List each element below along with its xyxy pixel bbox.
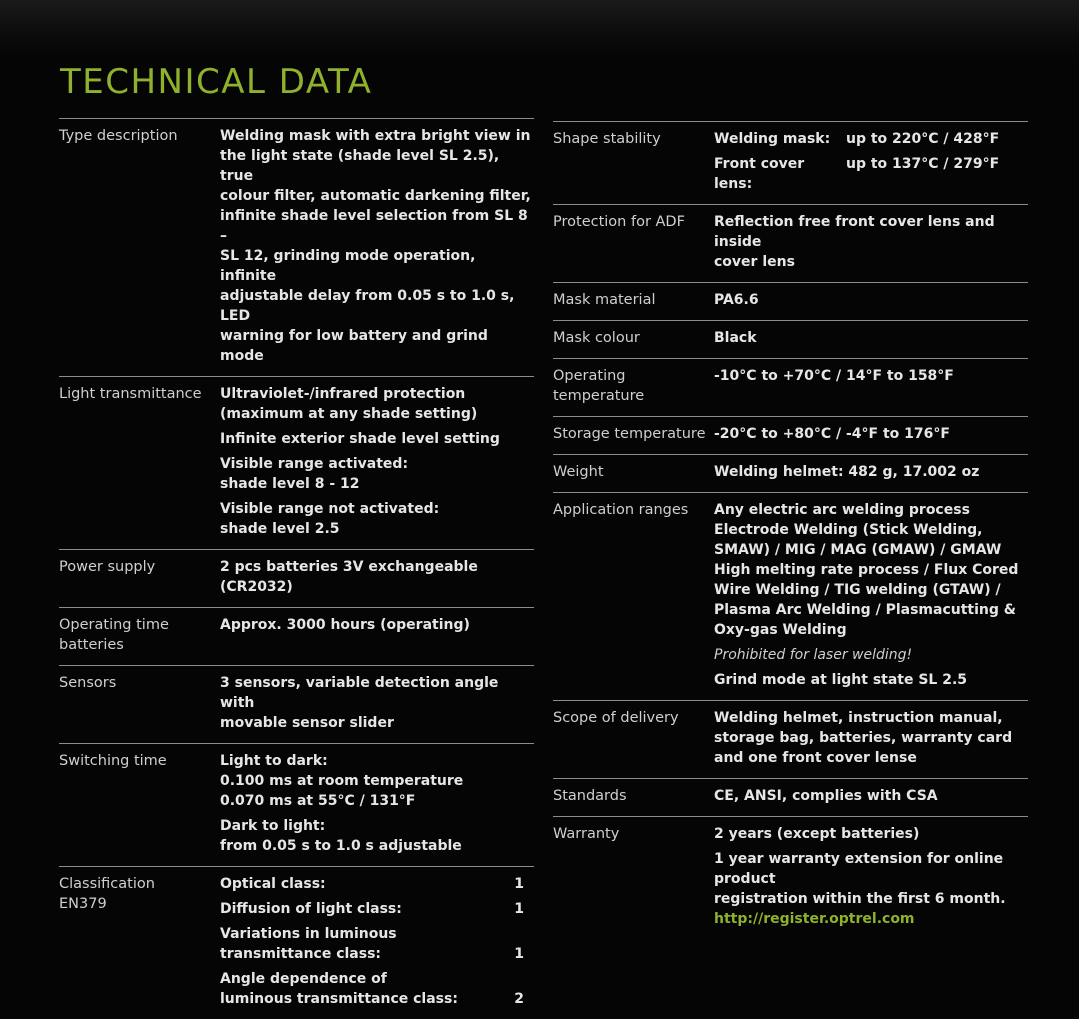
value-line: and one front cover lense xyxy=(714,750,917,766)
classification-value: 1 xyxy=(514,901,524,917)
row-warranty xyxy=(553,816,1028,939)
value-line: 3 sensors, variable detection angle with xyxy=(220,675,499,711)
value-storage-temperature: -20°C to +80°C / -4°F to 176°F xyxy=(714,426,950,442)
left-spec-column xyxy=(59,118,534,1019)
row-application-ranges xyxy=(553,492,1028,700)
value-line: Reflection free front cover lens and inside xyxy=(714,214,995,250)
grind-mode-note: Grind mode at light state SL 2.5 xyxy=(714,672,968,688)
classification-item xyxy=(220,969,534,1009)
value-shape-stability xyxy=(714,129,1028,194)
row-switching-time xyxy=(59,743,534,866)
value-line: warning for low battery and grind mode xyxy=(220,328,488,364)
value-line: storage bag, batteries, warranty card xyxy=(714,730,1013,746)
value-line: Ultraviolet-/infrared protection xyxy=(220,386,466,402)
value-line: 0.100 ms at room temperature xyxy=(220,773,464,789)
value-block xyxy=(714,500,1028,640)
value-line: adjustable delay from 0.05 s to 1.0 s, LED xyxy=(220,288,515,324)
classification-key: Optical class: xyxy=(220,876,326,892)
label-line: batteries xyxy=(59,637,124,653)
value-block xyxy=(220,384,534,424)
value-line: 2 pcs batteries 3V exchangeable xyxy=(220,559,478,575)
value-line: Light to dark: xyxy=(220,753,328,769)
label-line: EN379 xyxy=(59,896,107,912)
classification-value: 1 xyxy=(514,946,524,962)
value-standards: CE, ANSI, complies with CSA xyxy=(714,788,938,804)
row-weight xyxy=(553,454,1028,492)
row-scope-of-delivery xyxy=(553,700,1028,778)
label-sensors: Sensors xyxy=(59,675,117,691)
value-line: Oxy-gas Welding xyxy=(714,622,847,638)
value-operating-temperature: -10°C to +70°C / 14°F to 158°F xyxy=(714,368,954,384)
row-classification xyxy=(59,866,534,1019)
value-weight: Welding helmet: 482 g, 17.002 oz xyxy=(714,464,980,480)
label-operating-temperature xyxy=(553,366,714,406)
value-line: Welding helmet, instruction manual, xyxy=(714,710,1003,726)
value-scope-of-delivery xyxy=(714,708,1028,768)
classification-key: Diffusion of light class: xyxy=(220,901,402,917)
classification-key xyxy=(220,924,508,964)
row-protection-adf xyxy=(553,204,1028,282)
value-mask-material: PA6.6 xyxy=(714,292,759,308)
label-application-ranges: Application ranges xyxy=(553,502,689,518)
value-application-ranges xyxy=(714,500,1028,690)
classification-item xyxy=(220,899,534,919)
value-block: Infinite exterior shade level setting xyxy=(220,431,500,447)
right-spec-column xyxy=(553,121,1028,939)
label-storage-temperature: Storage temperature xyxy=(553,426,706,442)
value-block xyxy=(220,816,534,856)
value-line: infinite shade level selection from SL 8 – xyxy=(220,208,528,244)
row-operating-temperature xyxy=(553,358,1028,416)
value-line: Angle dependence of xyxy=(220,971,387,987)
value-line: Plasma Arc Welding / Plasmacutting & xyxy=(714,602,1016,618)
label-type-description: Type description xyxy=(59,128,178,144)
value-line: movable sensor slider xyxy=(220,715,394,731)
shape-line xyxy=(714,154,1028,194)
label-shape-stability: Shape stability xyxy=(553,131,661,147)
classification-key xyxy=(220,969,508,1009)
value-line: Visible range not activated: xyxy=(220,501,440,517)
label-mask-colour: Mask colour xyxy=(553,330,640,346)
value-line: (maximum at any shade setting) xyxy=(220,406,478,422)
shape-key: Front cover lens: xyxy=(714,156,805,192)
page-title: TECHNICAL DATA xyxy=(60,62,373,102)
value-line: Electrode Welding (Stick Welding, xyxy=(714,522,983,538)
row-light-transmittance xyxy=(59,376,534,549)
label-standards: Standards xyxy=(553,788,627,804)
label-protection-adf: Protection for ADF xyxy=(553,214,685,230)
value-line: the light state (shade level SL 2.5), true xyxy=(220,148,500,184)
value-line: colour filter, automatic darkening filter, xyxy=(220,188,531,204)
label-warranty: Warranty xyxy=(553,826,620,842)
laser-warning-note: Prohibited for laser welding! xyxy=(714,647,913,663)
row-sensors xyxy=(59,665,534,743)
row-storage-temperature xyxy=(553,416,1028,454)
value-line: High melting rate process / Flux Cored xyxy=(714,562,1019,578)
label-classification xyxy=(59,874,220,1009)
value-line: transmittance class: xyxy=(220,946,382,962)
value-line: Variations in luminous xyxy=(220,926,397,942)
value-line: Dark to light: xyxy=(220,818,326,834)
label-switching-time: Switching time xyxy=(59,753,167,769)
value-sensors xyxy=(220,673,534,733)
value-line: shade level 2.5 xyxy=(220,521,340,537)
classification-value: 1 xyxy=(514,876,524,892)
header-background xyxy=(0,0,1079,60)
value-line: Visible range activated: xyxy=(220,456,409,472)
value-block xyxy=(220,751,534,811)
value-line: 0.070 ms at 55°C / 131°F xyxy=(220,793,416,809)
label-line: Classification xyxy=(59,876,155,892)
label-power-supply: Power supply xyxy=(59,559,156,575)
value-light-transmittance xyxy=(220,384,534,539)
value-power-supply xyxy=(220,557,534,597)
label-line: Operating xyxy=(553,368,626,384)
row-operating-time xyxy=(59,607,534,665)
value-line: cover lens xyxy=(714,254,795,270)
value-line: Any electric arc welding process xyxy=(714,502,970,518)
value-type-description xyxy=(220,126,534,366)
shape-value: up to 220°C / 428°F xyxy=(846,131,1000,147)
label-mask-material: Mask material xyxy=(553,292,656,308)
warranty-period: 2 years (except batteries) xyxy=(714,826,920,842)
registration-link[interactable]: http://register.optrel.com xyxy=(714,911,915,927)
row-mask-material xyxy=(553,282,1028,320)
value-line: from 0.05 s to 1.0 s adjustable xyxy=(220,838,462,854)
value-line: Welding mask with extra bright view in xyxy=(220,128,531,144)
label-line: temperature xyxy=(553,388,645,404)
value-line: SMAW) / MIG / MAG (GMAW) / GMAW xyxy=(714,542,1002,558)
value-line: registration within the first 6 month. xyxy=(714,891,1006,907)
label-light-transmittance: Light transmittance xyxy=(59,386,202,402)
value-operating-time: Approx. 3000 hours (operating) xyxy=(220,617,470,633)
value-mask-colour: Black xyxy=(714,330,757,346)
shape-key: Welding mask: xyxy=(714,131,831,147)
classification-item xyxy=(220,924,534,964)
value-line: shade level 8 - 12 xyxy=(220,476,360,492)
value-block xyxy=(714,849,1028,929)
value-block xyxy=(220,499,534,539)
row-shape-stability xyxy=(553,121,1028,204)
shape-line xyxy=(714,129,1028,149)
value-warranty xyxy=(714,824,1028,929)
value-line: luminous transmittance class: xyxy=(220,991,458,1007)
value-line: (CR2032) xyxy=(220,579,293,595)
value-classification xyxy=(220,874,534,1009)
row-mask-colour xyxy=(553,320,1028,358)
value-protection-adf xyxy=(714,212,1028,272)
value-line: 1 year warranty extension for online product xyxy=(714,851,1004,887)
row-type-description xyxy=(59,118,534,376)
label-scope-of-delivery: Scope of delivery xyxy=(553,710,679,726)
row-standards xyxy=(553,778,1028,816)
row-power-supply xyxy=(59,549,534,607)
classification-item xyxy=(220,874,534,894)
value-line: SL 12, grinding mode operation, infinite xyxy=(220,248,476,284)
label-line: Operating time xyxy=(59,617,169,633)
value-line: Wire Welding / TIG welding (GTAW) / xyxy=(714,582,1001,598)
value-switching-time xyxy=(220,751,534,856)
shape-value: up to 137°C / 279°F xyxy=(846,156,1000,172)
label-operating-time xyxy=(59,615,220,655)
label-weight: Weight xyxy=(553,464,604,480)
classification-value: 2 xyxy=(514,991,524,1007)
value-block xyxy=(220,454,534,494)
